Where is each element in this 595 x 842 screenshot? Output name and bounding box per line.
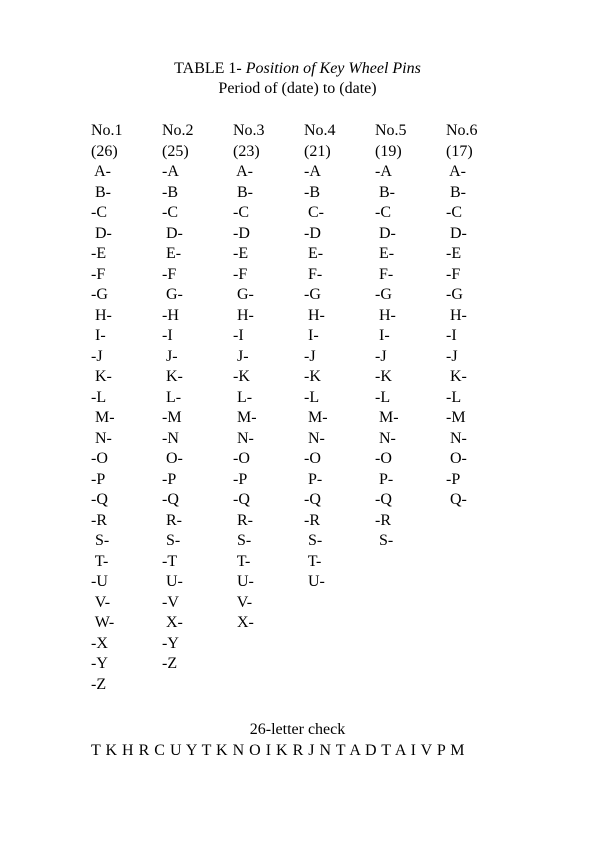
pin-entry: I- <box>91 327 106 344</box>
pin-entry: A- <box>91 163 111 180</box>
pin-entry: E- <box>375 245 395 262</box>
pin-entry: -R <box>375 511 391 529</box>
wheel-column-4 <box>304 121 364 593</box>
pin-entry: N- <box>375 429 396 447</box>
pin-entry: -N <box>162 429 179 447</box>
pin-entry: E- <box>162 245 182 262</box>
pin-entry: -Y <box>91 655 108 672</box>
pin-entry: E- <box>304 245 324 262</box>
pin-entry: U- <box>233 573 254 590</box>
pin-entry: J- <box>162 347 178 365</box>
pin-entry: -R <box>304 511 320 529</box>
pin-entry: O- <box>162 450 183 467</box>
wheel-name: No.2 <box>162 122 194 139</box>
pin-entry: K- <box>446 368 467 385</box>
pin-entry: -O <box>91 450 108 467</box>
wheel-column-2 <box>162 121 222 675</box>
pin-entry: -L <box>91 388 107 406</box>
pin-entry: -M <box>446 409 466 426</box>
pin-entry: -Q <box>304 491 321 508</box>
pin-entry: R- <box>162 511 182 529</box>
pin-entry: -G <box>304 286 321 303</box>
pin-entry: S- <box>233 532 252 549</box>
pin-entry: -A <box>304 163 321 180</box>
pin-entry: -K <box>304 368 321 385</box>
pin-entry: -Z <box>91 675 107 693</box>
pin-entry: M- <box>375 409 399 426</box>
pin-entry: V- <box>233 593 253 611</box>
pin-entry: -M <box>162 409 182 426</box>
pin-entry: -Q <box>233 491 250 508</box>
pin-entry: -G <box>446 286 463 303</box>
check-letters: T K H R C U Y T K N O I K R J N T A D T A I V P M <box>91 742 465 759</box>
pin-entry: F- <box>375 265 394 283</box>
pin-entry: -F <box>446 265 461 283</box>
pin-entry: -K <box>233 368 250 385</box>
pin-entry: R- <box>233 511 253 529</box>
pin-entry: C- <box>304 204 324 221</box>
pin-entry: X- <box>233 614 254 631</box>
pin-entry: B- <box>375 183 395 201</box>
pin-entry: -I <box>162 327 173 344</box>
table-title-prefix: TABLE 1- <box>174 60 246 77</box>
wheel-pin-count: (23) <box>233 142 260 160</box>
pin-entry: K- <box>91 368 112 385</box>
pin-entry: -Q <box>162 491 179 508</box>
pin-entry: K- <box>162 368 183 385</box>
pin-entry: N- <box>91 429 112 447</box>
wheel-pin-count: (17) <box>446 142 473 160</box>
pin-entry: J- <box>233 347 249 365</box>
pin-entry: -O <box>375 450 392 467</box>
pin-entry: -J <box>91 347 103 365</box>
wheel-name: No.1 <box>91 122 123 139</box>
pin-entry: -B <box>162 183 178 201</box>
pin-entry: -L <box>375 388 391 406</box>
pin-entry: P- <box>304 470 323 488</box>
pin-entry: -Z <box>162 655 178 672</box>
pin-entry: D- <box>162 224 183 242</box>
pin-entry: -E <box>91 245 107 262</box>
pin-entry: X- <box>162 614 183 631</box>
wheel-column-6 <box>446 121 506 511</box>
pin-entry: H- <box>91 306 112 324</box>
pin-entry: T- <box>233 552 251 570</box>
pin-entry: -F <box>162 265 177 283</box>
pin-entry: N- <box>304 429 325 447</box>
pin-entry: B- <box>233 183 253 201</box>
pin-entry: M- <box>304 409 328 426</box>
pin-entry: -C <box>91 204 107 221</box>
pin-entry: M- <box>233 409 257 426</box>
pin-entry: H- <box>304 306 325 324</box>
pin-entry: N- <box>446 429 467 447</box>
pin-entry: -G <box>91 286 108 303</box>
wheel-pin-count: (26) <box>91 142 118 160</box>
pin-entry: -F <box>233 265 248 283</box>
pin-entry: Q- <box>446 491 467 508</box>
pin-entry: H- <box>446 306 467 324</box>
pin-entry: -D <box>233 224 250 242</box>
pin-entry: V- <box>91 593 111 611</box>
wheel-name: No.3 <box>233 122 265 139</box>
pin-entry: -U <box>91 573 108 590</box>
pin-entry: -P <box>91 470 106 488</box>
pin-entry: -I <box>446 327 457 344</box>
pin-entry: -T <box>162 552 178 570</box>
pin-entry: -F <box>91 265 106 283</box>
pin-entry: -P <box>233 470 248 488</box>
pin-entry: -C <box>233 204 249 221</box>
table-title <box>0 59 595 79</box>
pin-entry: -H <box>162 306 179 324</box>
pin-entry: I- <box>304 327 319 344</box>
pin-entry: H- <box>233 306 254 324</box>
pin-entry: -E <box>233 245 249 262</box>
pin-entry: -J <box>304 347 316 365</box>
pin-entry: T- <box>304 552 322 570</box>
pin-entry: D- <box>446 224 467 242</box>
pin-entry: -Q <box>91 491 108 508</box>
pin-entry: -C <box>162 204 178 221</box>
pin-entry: -V <box>162 593 179 611</box>
pin-entry: A- <box>233 163 253 180</box>
pin-entry: -Q <box>375 491 392 508</box>
pin-entry: G- <box>233 286 254 303</box>
pin-entry: -J <box>375 347 387 365</box>
pin-entry: -X <box>91 634 108 652</box>
wheel-pin-count: (25) <box>162 142 189 160</box>
pin-entry: N- <box>233 429 254 447</box>
pin-entry: S- <box>91 532 110 549</box>
pin-entry: -C <box>375 204 391 221</box>
pin-entry: -A <box>162 163 179 180</box>
wheel-name: No.4 <box>304 122 336 139</box>
pin-entry: -B <box>304 183 320 201</box>
pin-entry: G- <box>162 286 183 303</box>
wheel-column-1 <box>91 121 151 695</box>
pin-entry: -P <box>446 470 461 488</box>
pin-entry: -I <box>233 327 244 344</box>
pin-entry: -G <box>375 286 392 303</box>
pin-entry: S- <box>375 532 394 549</box>
pin-entry: -L <box>304 388 320 406</box>
pin-entry: L- <box>162 388 182 406</box>
wheel-pin-count: (19) <box>375 142 402 160</box>
table-subtitle: Period of (date) to (date) <box>218 80 377 97</box>
pin-entry: D- <box>375 224 396 242</box>
wheel-name: No.5 <box>375 122 407 139</box>
pin-entry: -P <box>162 470 177 488</box>
pin-entry: B- <box>91 183 111 201</box>
pin-entry: -R <box>91 511 107 529</box>
pin-entry: A- <box>446 163 466 180</box>
wheel-column-5 <box>375 121 435 552</box>
pin-entry: -A <box>375 163 392 180</box>
pin-entry: -D <box>304 224 321 242</box>
table-title-italic: Position of Key Wheel Pins <box>245 60 421 77</box>
pin-entry: F- <box>304 265 323 283</box>
pin-entry: U- <box>304 573 325 590</box>
wheel-pin-count: (21) <box>304 142 331 160</box>
pin-entry: P- <box>375 470 394 488</box>
pin-entry: -L <box>446 388 462 406</box>
pin-entry: -K <box>375 368 392 385</box>
pin-entry: U- <box>162 573 183 590</box>
check-label: 26-letter check <box>249 721 346 738</box>
pin-entry: -Y <box>162 634 179 652</box>
pin-entry: -O <box>233 450 250 467</box>
pin-entry: S- <box>304 532 323 549</box>
pin-entry: D- <box>91 224 112 242</box>
pin-entry: -O <box>304 450 321 467</box>
pin-entry: L- <box>233 388 253 406</box>
pin-entry: I- <box>375 327 390 344</box>
pin-entry: T- <box>91 552 109 570</box>
wheel-name: No.6 <box>446 122 478 139</box>
pin-entry: B- <box>446 183 466 201</box>
pin-entry: -C <box>446 204 462 221</box>
pin-entry: O- <box>446 450 467 467</box>
wheel-column-3 <box>233 121 293 634</box>
pin-entry: -J <box>446 347 458 365</box>
pin-entry: -E <box>446 245 462 262</box>
pin-entry: S- <box>162 532 181 549</box>
pin-entry: M- <box>91 409 115 426</box>
pin-entry: W- <box>91 614 115 631</box>
pin-entry: H- <box>375 306 396 324</box>
